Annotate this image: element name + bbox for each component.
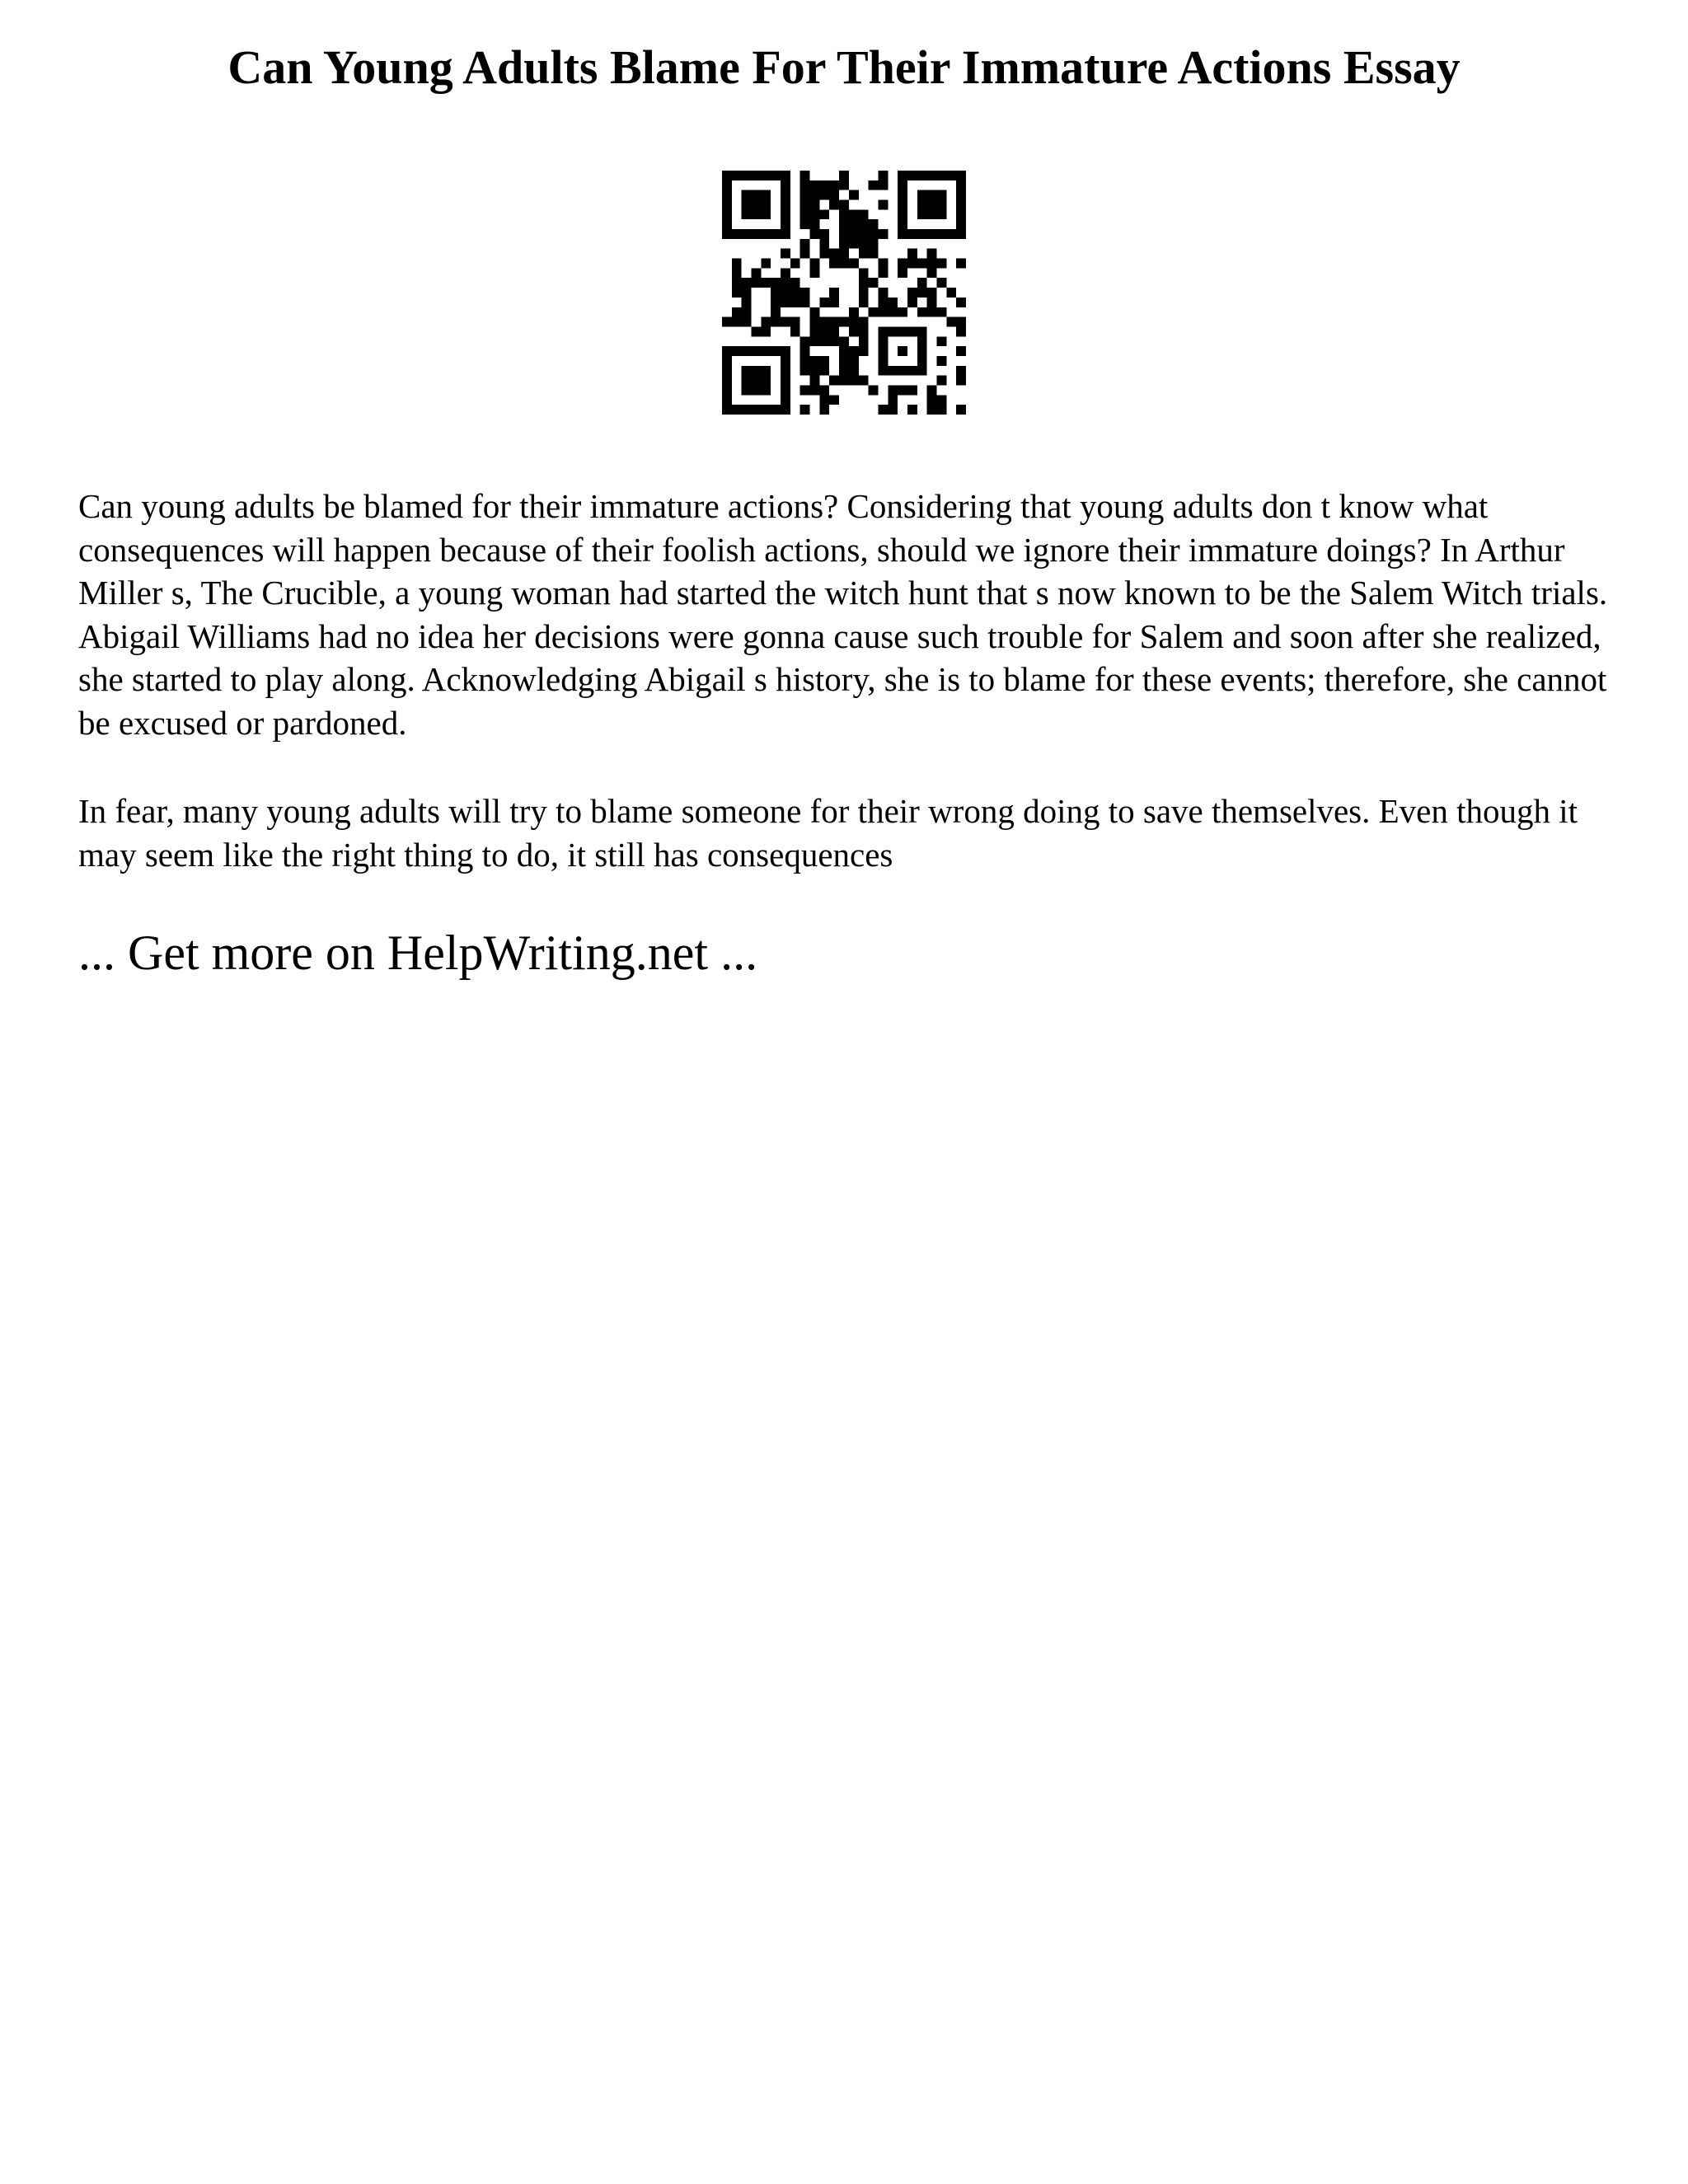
get-more-link[interactable]: ... Get more on HelpWriting.net ...	[78, 926, 758, 980]
essay-paragraph: In fear, many young adults will try to blame someone for their wrong doing to save themselves. Even though it may seem like the right thing to do, it still has consequences	[78, 792, 1578, 874]
document-title: Can Young Adults Blame For Their Immature Actions Essay	[227, 40, 1461, 94]
essay-paragraph: Can young adults be blamed for their immature actions? Considering that young adults don t know what consequences will happen because of their foolish actions, should we ignore their immature doings? In Arthur Miller s, The Crucible, a young woman had started the witch hunt that s now known to be the Salem Witch trials. Abigail Williams had no idea her decisions were gonna cause such trouble for Salem and soon after she realized, she started to play along. Acknowledging Abigail s history, she is to blame for these events; therefore, she cannot be excused or pardoned.	[78, 487, 1608, 742]
qr-code-icon	[722, 171, 966, 415]
